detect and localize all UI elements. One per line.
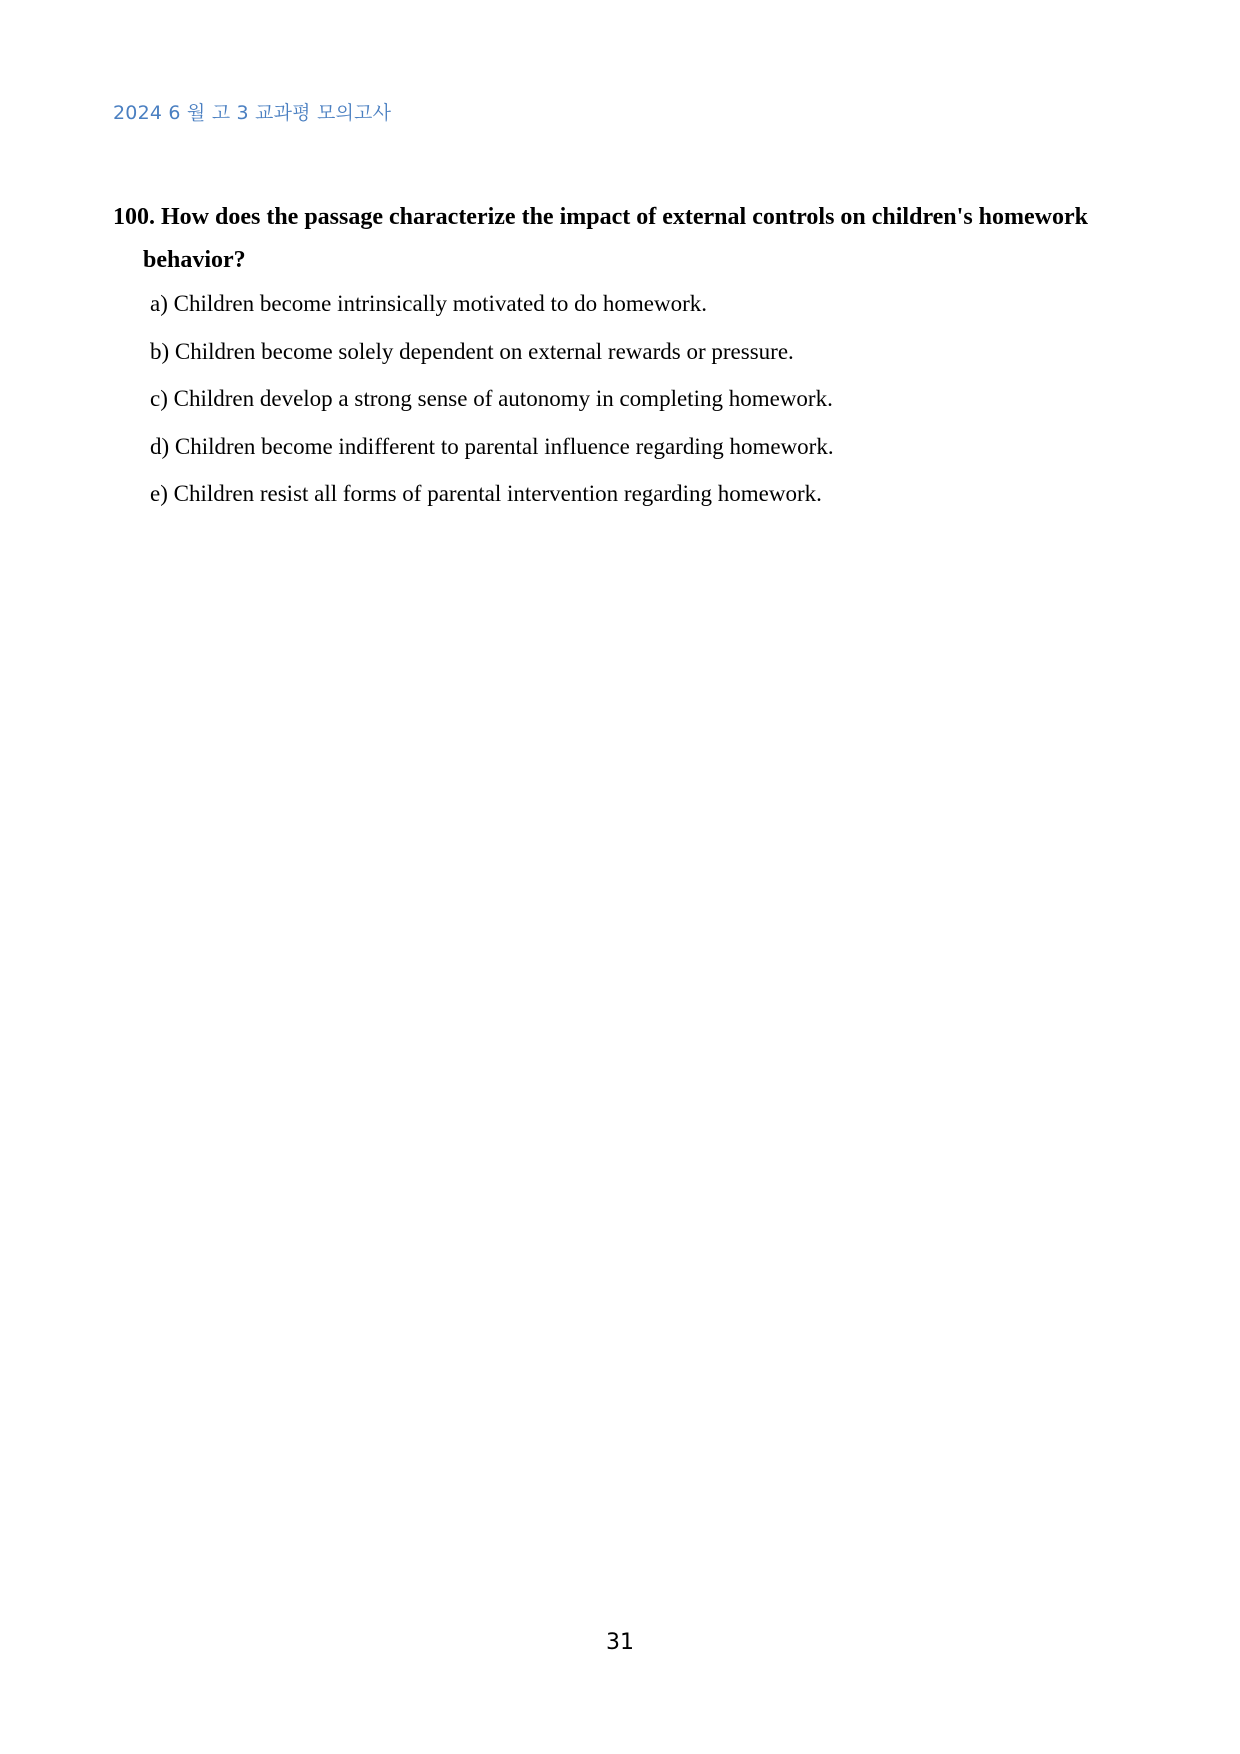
running-header: 2024 6 월 고 3 교과평 모의고사 [113, 102, 392, 124]
option-c: c) Children develop a strong sense of autonomy in completing homework. [150, 386, 833, 411]
option-d: d) Children become indifferent to parental influence regarding homework. [150, 433, 834, 459]
option-e: e) Children resist all forms of parental intervention regarding homework. [150, 481, 822, 506]
page-number: 31 [606, 1630, 634, 1655]
option-a: a) Children become intrinsically motivated to do homework. [150, 291, 707, 316]
option-b: b) Children become solely dependent on external rewards or pressure. [150, 338, 794, 364]
answer-options [150, 284, 834, 522]
question-text: 100. How does the passage characterize the impact of external controls on children's homework behavior? [113, 204, 1088, 273]
